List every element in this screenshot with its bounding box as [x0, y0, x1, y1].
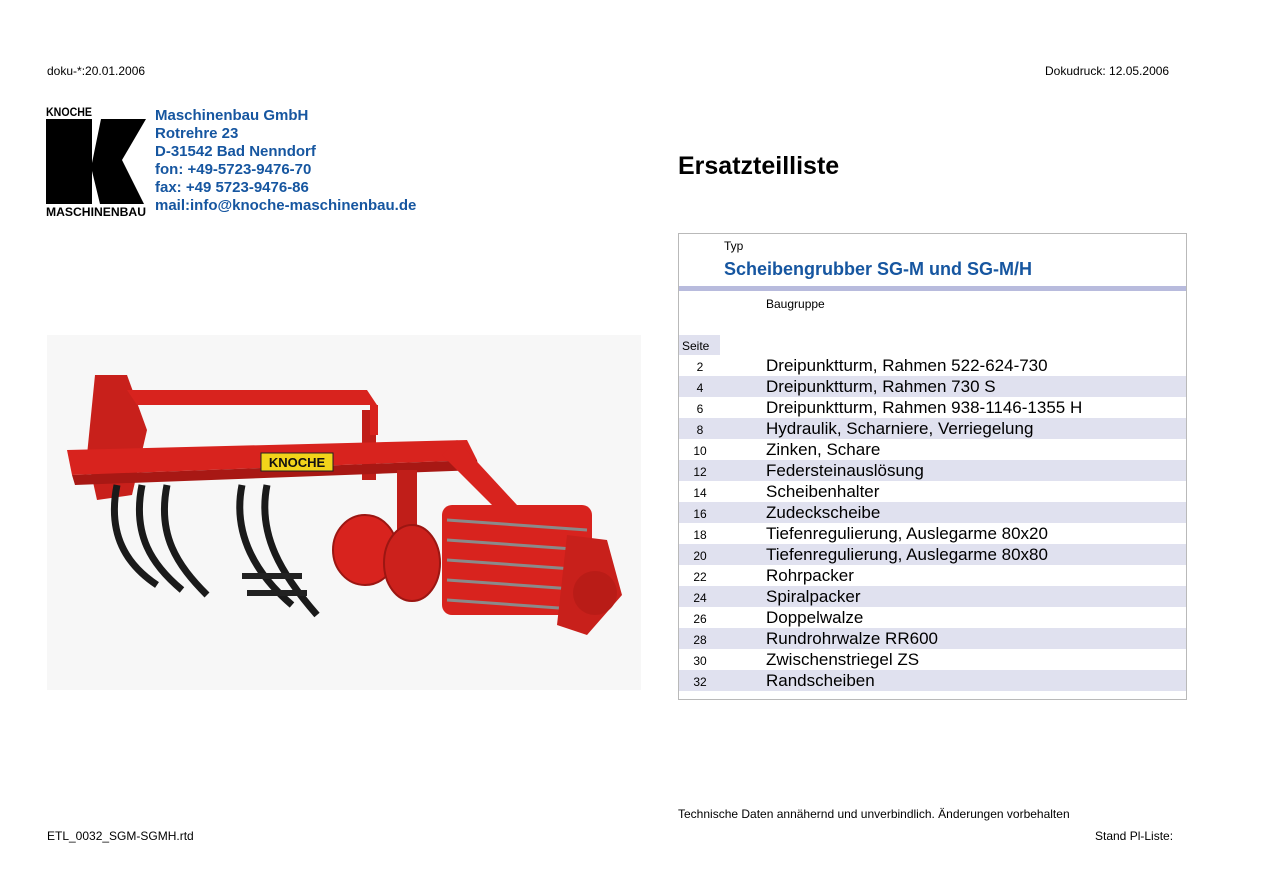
row-page: 22	[693, 570, 707, 584]
row-label: Tiefenregulierung, Auslegarme 80x80	[766, 545, 1048, 564]
document-date: doku-*:20.01.2006	[47, 64, 146, 78]
company-name: Maschinenbau GmbH	[155, 107, 309, 124]
knoche-logo	[46, 105, 146, 217]
parts-row[interactable]	[679, 628, 1186, 649]
row-page: 16	[693, 507, 707, 521]
company-address	[155, 107, 416, 215]
page-column-header	[679, 335, 720, 355]
company-city: D-31542 Bad Nenndorf	[155, 143, 316, 160]
machine-photo	[47, 335, 641, 690]
parts-row[interactable]	[679, 397, 1186, 418]
parts-row[interactable]	[679, 523, 1186, 544]
print-date: Dokudruck: 12.05.2006	[1045, 64, 1170, 78]
spare-parts-index	[678, 233, 1187, 700]
type-divider	[679, 286, 1186, 291]
row-page: 6	[696, 402, 704, 416]
row-page: 18	[693, 528, 707, 542]
company-fax: fax: +49 5723-9476-86	[155, 179, 309, 196]
company-street: Rotrehre 23	[155, 125, 239, 142]
logo-top-text: KNOCHE	[46, 105, 92, 119]
row-label: Randscheiben	[766, 671, 875, 690]
row-page: 26	[693, 612, 707, 626]
disclaimer: Technische Daten annähernd und unverbindlich. Änderungen vorbehalten	[678, 807, 1070, 821]
parts-list-status: Stand Pl-Liste:	[1095, 829, 1174, 843]
row-label: Zudeckscheibe	[766, 503, 881, 522]
row-label: Dreipunktturm, Rahmen 730 S	[766, 377, 996, 396]
parts-row[interactable]	[679, 439, 1186, 460]
parts-row[interactable]	[679, 376, 1186, 397]
row-page: 12	[693, 465, 707, 479]
machine-type: Scheibengrubber SG-M und SG-M/H	[724, 259, 1033, 279]
row-page: 2	[696, 360, 704, 374]
row-page: 28	[693, 633, 707, 647]
row-page: 14	[693, 486, 707, 500]
row-label: Spiralpacker	[766, 587, 861, 606]
page-column-label: Seite	[682, 339, 710, 353]
parts-row[interactable]	[679, 481, 1186, 502]
row-label: Zwischenstriegel ZS	[766, 650, 920, 669]
row-label: Rohrpacker	[766, 566, 854, 585]
row-page: 10	[693, 444, 707, 458]
row-label: Dreipunktturm, Rahmen 522-624-730	[766, 356, 1048, 375]
parts-row[interactable]	[679, 670, 1186, 691]
machine-brand-plate: KNOCHE	[268, 455, 326, 470]
row-page: 32	[693, 675, 707, 689]
row-label: Dreipunktturm, Rahmen 938-1146-1355 H	[766, 398, 1083, 417]
parts-row[interactable]	[679, 460, 1186, 481]
parts-row[interactable]	[679, 544, 1186, 565]
row-page: 24	[693, 591, 707, 605]
parts-row[interactable]	[679, 355, 1186, 376]
parts-row[interactable]	[679, 649, 1186, 670]
row-label: Federsteinauslösung	[766, 461, 924, 480]
row-label: Zinken, Schare	[766, 440, 881, 459]
assembly-group-label: Baugruppe	[766, 297, 825, 311]
type-label: Typ	[724, 239, 744, 253]
company-phone: fon: +49-5723-9476-70	[155, 161, 312, 178]
row-label: Hydraulik, Scharniere, Verriegelung	[766, 419, 1034, 438]
row-label: Doppelwalze	[766, 608, 864, 627]
row-page: 20	[693, 549, 707, 563]
row-label: Rundrohrwalze RR600	[766, 629, 938, 648]
file-name: ETL_0032_SGM-SGMH.rtd	[47, 829, 194, 843]
logo-bottom-text: MASCHINENBAU	[46, 205, 146, 217]
row-label: Tiefenregulierung, Auslegarme 80x20	[766, 524, 1048, 543]
row-label: Scheibenhalter	[766, 482, 880, 501]
parts-row[interactable]	[679, 586, 1186, 607]
parts-row[interactable]	[679, 607, 1186, 628]
parts-row[interactable]	[679, 418, 1186, 439]
page-title: Ersatzteilliste	[678, 152, 840, 180]
row-page: 4	[696, 381, 704, 395]
row-page: 30	[693, 654, 707, 668]
company-email[interactable]: mail:info@knoche-maschinenbau.de	[155, 197, 417, 214]
row-page: 8	[696, 423, 704, 437]
parts-row[interactable]	[679, 565, 1186, 586]
parts-row[interactable]	[679, 502, 1186, 523]
